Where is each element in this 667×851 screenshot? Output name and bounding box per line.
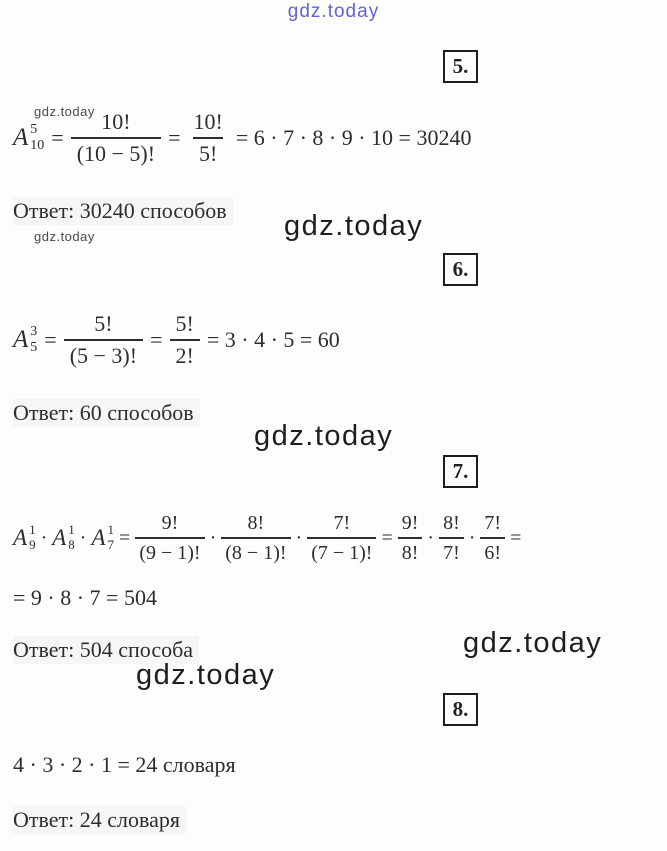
watermark-top: gdz.today bbox=[287, 1, 380, 22]
term-base: A bbox=[52, 525, 67, 550]
multiply-dot: · bbox=[427, 526, 435, 549]
problem-6-number-box bbox=[443, 253, 478, 286]
fraction-denominator: 2! bbox=[170, 339, 200, 368]
formula-result: = 6 · 7 · 8 · 9 · 10 = 30240 bbox=[235, 125, 472, 151]
term-supsub bbox=[30, 122, 44, 154]
answer-7: Ответ: 504 способа bbox=[13, 636, 199, 664]
formula-6 bbox=[13, 312, 340, 368]
term-sup: 1 bbox=[107, 522, 115, 538]
watermark-small-2: gdz.today bbox=[34, 229, 95, 244]
equals-sign: = bbox=[119, 526, 131, 549]
answer-6: Ответ: 60 способов bbox=[13, 399, 200, 427]
fraction bbox=[170, 312, 200, 368]
fraction bbox=[135, 512, 204, 564]
equals-sign: = bbox=[510, 526, 522, 549]
fraction bbox=[221, 512, 290, 564]
fraction-numerator: 8! bbox=[247, 512, 265, 534]
fraction-denominator: 5! bbox=[193, 137, 223, 166]
term-sub: 10 bbox=[30, 138, 45, 154]
answer-5: Ответ: 30240 способов bbox=[13, 197, 233, 225]
formula-5 bbox=[13, 110, 471, 166]
fraction-numerator: 7! bbox=[484, 512, 502, 534]
problem-7-number-box bbox=[443, 455, 478, 488]
fraction-denominator: 8! bbox=[398, 537, 423, 564]
fraction-numerator: 8! bbox=[443, 512, 460, 534]
watermark-large-3: gdz.today bbox=[463, 627, 603, 659]
permutation-term bbox=[52, 523, 75, 553]
watermark-large-2: gdz.today bbox=[254, 420, 394, 452]
fraction-denominator: (8 − 1)! bbox=[221, 537, 290, 564]
fraction bbox=[398, 512, 423, 564]
term-supsub bbox=[68, 523, 75, 553]
equals-sign: = bbox=[51, 125, 64, 151]
term-sup: 1 bbox=[68, 522, 75, 538]
fraction-denominator: 7! bbox=[439, 537, 464, 564]
permutation-term bbox=[91, 523, 114, 553]
problem-5-number-box bbox=[443, 50, 478, 83]
fraction-denominator: (9 − 1)! bbox=[135, 537, 204, 564]
permutation-term bbox=[13, 122, 44, 154]
equals-sign: = bbox=[381, 526, 393, 549]
formula-7-line-1 bbox=[13, 512, 526, 564]
fraction-denominator: (7 − 1)! bbox=[307, 537, 376, 564]
multiply-dot: · bbox=[40, 526, 48, 549]
problem-6-number: 6. bbox=[452, 257, 469, 281]
fraction bbox=[71, 110, 161, 166]
problem-7-number: 7. bbox=[452, 459, 469, 483]
fraction bbox=[64, 312, 143, 368]
term-supsub bbox=[108, 523, 115, 553]
multiply-dot: · bbox=[468, 526, 476, 549]
term-sup: 5 bbox=[30, 122, 38, 138]
equals-sign: = bbox=[44, 327, 57, 353]
fraction bbox=[480, 512, 505, 564]
term-base: A bbox=[13, 124, 29, 152]
equals-sign: = bbox=[150, 327, 163, 353]
formula-result: = 3 · 4 · 5 = 60 bbox=[206, 327, 340, 353]
problem-5-number: 5. bbox=[452, 54, 469, 78]
fraction-numerator: 5! bbox=[175, 311, 194, 336]
fraction-numerator: 10! bbox=[193, 109, 223, 134]
fraction-numerator: 9! bbox=[161, 512, 179, 534]
fraction-denominator: (10 − 5)! bbox=[71, 137, 161, 166]
term-base: A bbox=[13, 525, 28, 550]
fraction-numerator: 9! bbox=[401, 512, 419, 534]
multiply-dot: · bbox=[79, 526, 87, 549]
watermark-small-1: gdz.today bbox=[34, 104, 95, 119]
fraction bbox=[188, 110, 229, 166]
watermark-large-1: gdz.today bbox=[284, 210, 424, 242]
formula-7-line-2: = 9 · 8 · 7 = 504 bbox=[13, 585, 157, 610]
watermark-large-4: gdz.today bbox=[136, 659, 276, 691]
term-supsub bbox=[29, 523, 36, 553]
problem-8-number-box bbox=[443, 693, 478, 726]
permutation-term bbox=[13, 523, 36, 553]
problem-8-number: 8. bbox=[452, 697, 469, 721]
equals-sign: = bbox=[168, 125, 181, 151]
fraction-numerator: 5! bbox=[94, 311, 113, 336]
term-sub: 7 bbox=[107, 537, 115, 552]
term-sub: 8 bbox=[68, 537, 75, 552]
fraction-numerator: 7! bbox=[333, 512, 351, 534]
term-sup: 1 bbox=[29, 522, 36, 538]
fraction bbox=[307, 512, 376, 564]
term-sup: 3 bbox=[30, 324, 38, 340]
term-supsub bbox=[30, 324, 37, 356]
multiply-dot: · bbox=[209, 526, 217, 549]
term-base: A bbox=[91, 525, 106, 550]
term-sub: 5 bbox=[30, 340, 38, 356]
fraction-numerator: 10! bbox=[101, 109, 131, 134]
fraction bbox=[439, 512, 464, 564]
multiply-dot: · bbox=[295, 526, 303, 549]
answer-8: Ответ: 24 словаря bbox=[13, 806, 186, 834]
fraction-denominator: (5 − 3)! bbox=[64, 339, 143, 368]
fraction-denominator: 6! bbox=[480, 537, 505, 564]
term-sub: 9 bbox=[29, 537, 36, 552]
term-base: A bbox=[13, 326, 29, 354]
formula-8: 4 · 3 · 2 · 1 = 24 словаря bbox=[13, 752, 236, 777]
permutation-term bbox=[13, 324, 37, 356]
